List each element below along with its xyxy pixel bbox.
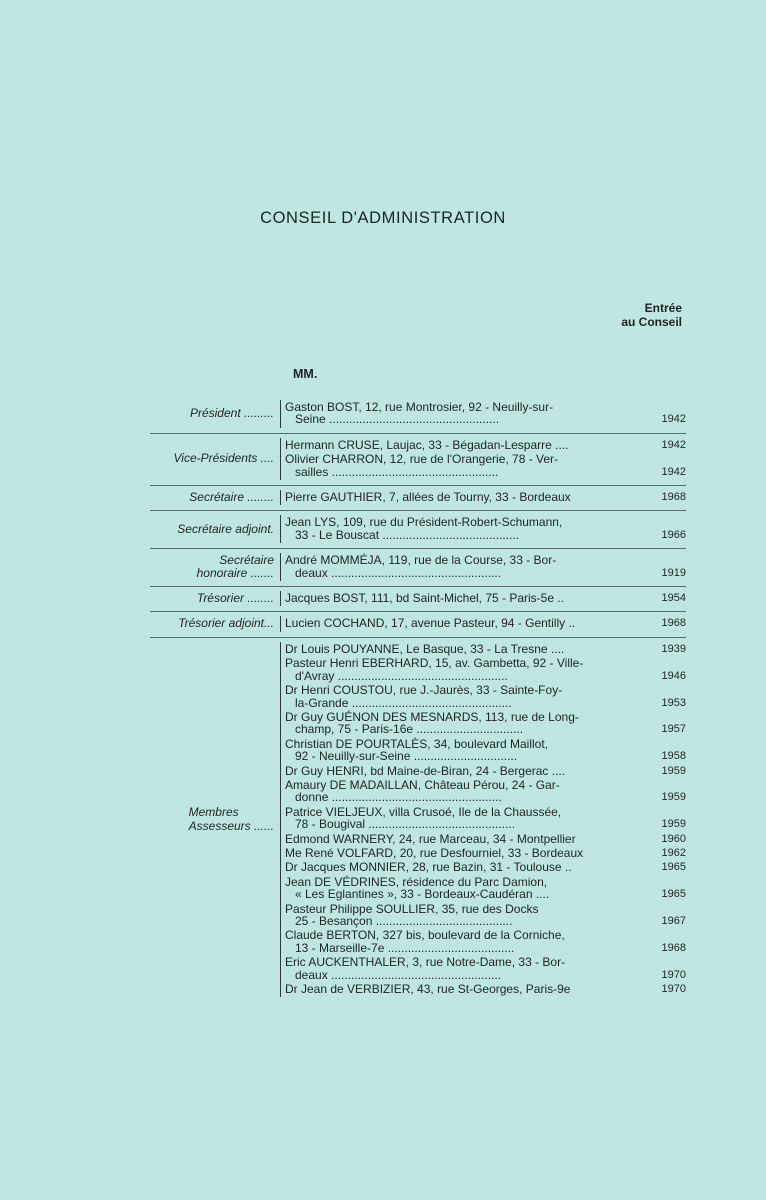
member-entry bbox=[285, 929, 686, 954]
member-entry bbox=[285, 876, 686, 901]
member-entries bbox=[280, 515, 686, 543]
member-entry bbox=[285, 847, 686, 859]
member-entry-line: Edmond WARNERY, 24, rue Marceau, 34 - Montpellier bbox=[285, 831, 576, 846]
member-entry-line: Jean LYS, 109, rue du Président-Robert-Schumann, bbox=[285, 515, 563, 530]
role-label bbox=[150, 490, 280, 505]
member-entry bbox=[285, 657, 686, 682]
member-entry-line: Dr Guy HENRI, bd Maine-de-Biran, 24 - Bergerac .... bbox=[285, 763, 566, 778]
role-label bbox=[150, 616, 280, 631]
member-entry-line: Dr Henri COUSTOU, rue J.-Jaurès, 33 - Sainte-Foy- bbox=[285, 683, 563, 698]
role-label bbox=[150, 553, 280, 581]
role-label bbox=[150, 400, 280, 428]
member-entry-line: sailles .................................................. bbox=[295, 464, 499, 479]
entry-year: 1942 bbox=[661, 438, 686, 451]
council-section bbox=[150, 549, 686, 587]
member-entry bbox=[285, 617, 686, 629]
member-entries bbox=[280, 642, 686, 998]
member-entry bbox=[285, 861, 686, 873]
member-entry-line: Me René VOLFARD, 20, rue Desfourniel, 33 - Bordeaux bbox=[285, 845, 584, 860]
role-label bbox=[150, 642, 280, 998]
member-entry-line: Amaury DE MADAILLAN, Château Pérou, 24 - Gar- bbox=[285, 777, 560, 792]
member-entry-line: Pasteur Philippe SOULLIER, 35, rue des Docks bbox=[285, 901, 539, 916]
role-label-line: Vice-Présidents .... bbox=[173, 451, 274, 466]
member-entry-line: Dr Jacques MONNIER, 28, rue Bazin, 31 - Toulouse .. bbox=[285, 860, 572, 875]
member-entry bbox=[285, 806, 686, 831]
member-entry-line: 25 - Besançon ......................................... bbox=[295, 914, 513, 928]
entry-year: 1960 bbox=[661, 832, 686, 845]
entry-year: 1968 bbox=[661, 941, 686, 954]
member-entries bbox=[280, 490, 686, 505]
column-header-entree bbox=[621, 301, 682, 329]
role-label-line: honoraire ....... bbox=[196, 566, 274, 581]
member-entry-line: Gaston BOST, 12, rue Montrosier, 92 - Neuilly-sur- bbox=[285, 400, 554, 414]
member-entry bbox=[285, 833, 686, 845]
member-entry-line: Pasteur Henri EBERHARD, 15, av. Gambetta, 92 - Ville- bbox=[285, 656, 584, 671]
member-entry bbox=[285, 956, 686, 981]
member-entry bbox=[285, 983, 686, 995]
member-entry bbox=[285, 684, 686, 709]
role-label-line: Trésorier adjoint... bbox=[178, 616, 274, 631]
member-entry bbox=[285, 554, 686, 579]
mm-label: MM. bbox=[293, 367, 318, 381]
entry-year: 1919 bbox=[661, 566, 686, 579]
member-entry-line: donne ................................................... bbox=[295, 790, 502, 805]
member-entry-line: « Les Eglantines », 33 - Bordeaux-Caudéran .... bbox=[295, 887, 550, 902]
member-entry-line: champ, 75 - Paris-16e ................................ bbox=[295, 722, 524, 737]
entry-year: 1959 bbox=[661, 818, 686, 831]
entry-year: 1942 bbox=[661, 413, 686, 426]
entry-year: 1959 bbox=[661, 764, 686, 777]
entry-year: 1954 bbox=[661, 592, 686, 605]
entry-year: 1946 bbox=[661, 669, 686, 682]
entry-year: 1953 bbox=[661, 696, 686, 709]
role-label-line: Secrétaire bbox=[219, 552, 274, 567]
member-entry-line: 78 - Bougival ............................................ bbox=[295, 817, 516, 832]
entry-year: 1958 bbox=[661, 750, 686, 763]
entry-year: 1970 bbox=[661, 983, 686, 996]
member-entry-line: André MOMMÉJA, 119, rue de la Course, 33 - Bor- bbox=[285, 553, 557, 568]
member-entry-line: 33 - Le Bouscat ......................................... bbox=[295, 527, 520, 542]
role-label-line: Président ......... bbox=[189, 406, 274, 421]
member-entry-line: deaux ................................................... bbox=[295, 967, 502, 982]
entry-year: 1962 bbox=[661, 846, 686, 859]
entry-year: 1968 bbox=[661, 491, 686, 504]
role-label-line: Membres bbox=[188, 805, 239, 820]
column-header-line: Entrée bbox=[644, 301, 682, 315]
council-section bbox=[150, 587, 686, 612]
role-label-line: Secrétaire ........ bbox=[189, 489, 274, 504]
member-entries bbox=[280, 591, 686, 606]
member-entry bbox=[285, 439, 686, 451]
member-entry bbox=[285, 738, 686, 763]
member-entry-line: Pierre GAUTHIER, 7, allées de Tourny, 33 - Bordeaux bbox=[285, 490, 571, 505]
member-entry-line: Lucien COCHAND, 17, avenue Pasteur, 94 - Gentilly .. bbox=[285, 616, 576, 631]
member-entry-line: Olivier CHARRON, 12, rue de l'Orangerie, 78 - Ver- bbox=[285, 452, 559, 467]
council-list bbox=[150, 396, 686, 1002]
member-entries bbox=[280, 438, 686, 480]
role-label bbox=[150, 591, 280, 606]
member-entry bbox=[285, 453, 686, 478]
member-entry bbox=[285, 516, 686, 541]
council-section bbox=[150, 434, 686, 486]
member-entry-line: d'Avray ................................................... bbox=[295, 668, 508, 683]
member-entry-line: la-Grande ................................................ bbox=[295, 695, 512, 710]
member-entry-line: Eric AUCKENTHALER, 3, rue Notre-Dame, 33 - Bor- bbox=[285, 955, 566, 970]
role-label bbox=[150, 515, 280, 543]
member-entry-line: Claude BERTON, 327 bis, boulevard de la Corniche, bbox=[285, 928, 565, 943]
page-title: CONSEIL D'ADMINISTRATION bbox=[260, 209, 506, 227]
member-entry bbox=[285, 401, 686, 426]
entry-year: 1939 bbox=[661, 642, 686, 655]
council-section bbox=[150, 638, 686, 1003]
member-entry-line: Hermann CRUSE, Laujac, 33 - Bégadan-Lesparre .... bbox=[285, 437, 569, 452]
member-entry-line: Christian DE POURTALÈS, 34, boulevard Maillot, bbox=[285, 736, 548, 751]
entry-year: 1970 bbox=[661, 968, 686, 981]
member-entry bbox=[285, 491, 686, 503]
member-entry bbox=[285, 592, 686, 604]
council-section bbox=[150, 486, 686, 511]
council-section bbox=[150, 396, 686, 434]
entry-year: 1965 bbox=[661, 861, 686, 874]
member-entry bbox=[285, 643, 686, 655]
entry-year: 1942 bbox=[661, 465, 686, 478]
member-entry bbox=[285, 779, 686, 804]
member-entry bbox=[285, 711, 686, 736]
entry-year: 1966 bbox=[661, 528, 686, 541]
member-entries bbox=[280, 400, 686, 428]
role-label-line: Assesseurs ...... bbox=[188, 818, 274, 833]
member-entry bbox=[285, 903, 686, 928]
member-entry-line: Dr Jean de VERBIZIER, 43, rue St-Georges, Paris-9e bbox=[285, 982, 571, 997]
entry-year: 1968 bbox=[661, 617, 686, 630]
member-entry-line: Seine ................................................... bbox=[295, 412, 500, 427]
member-entry-line: Jacques BOST, 111, bd Saint-Michel, 75 - Paris-5e .. bbox=[285, 591, 565, 606]
entry-year: 1965 bbox=[661, 888, 686, 901]
role-label-line: Trésorier ........ bbox=[196, 591, 274, 606]
role-label-line: Secrétaire adjoint. bbox=[177, 521, 274, 536]
role-label bbox=[150, 438, 280, 480]
entry-year: 1959 bbox=[661, 791, 686, 804]
member-entry-line: Jean DE VÉDRINES, résidence du Parc Damion, bbox=[285, 874, 548, 889]
member-entry-line: 92 - Neuilly-sur-Seine ............................... bbox=[295, 749, 518, 764]
member-entry-line: Dr Louis POUYANNE, Le Basque, 33 - La Tresne .... bbox=[285, 641, 565, 656]
member-entry-line: deaux ................................................... bbox=[295, 565, 502, 580]
entry-year: 1957 bbox=[661, 723, 686, 736]
council-section bbox=[150, 511, 686, 549]
member-entry-line: Patrice VIELJEUX, villa Crusoé, Ile de la Chaussée, bbox=[285, 804, 562, 819]
member-entries bbox=[280, 616, 686, 631]
council-section bbox=[150, 612, 686, 637]
column-header-line: au Conseil bbox=[621, 315, 682, 329]
member-entry bbox=[285, 765, 686, 777]
member-entry-line: Dr Guy GUÉNON DES MESNARDS, 113, rue de Long- bbox=[285, 709, 579, 724]
entry-year: 1967 bbox=[661, 915, 686, 927]
member-entries bbox=[280, 553, 686, 581]
member-entry-line: 13 - Marseille-7e ...................................... bbox=[295, 940, 515, 955]
